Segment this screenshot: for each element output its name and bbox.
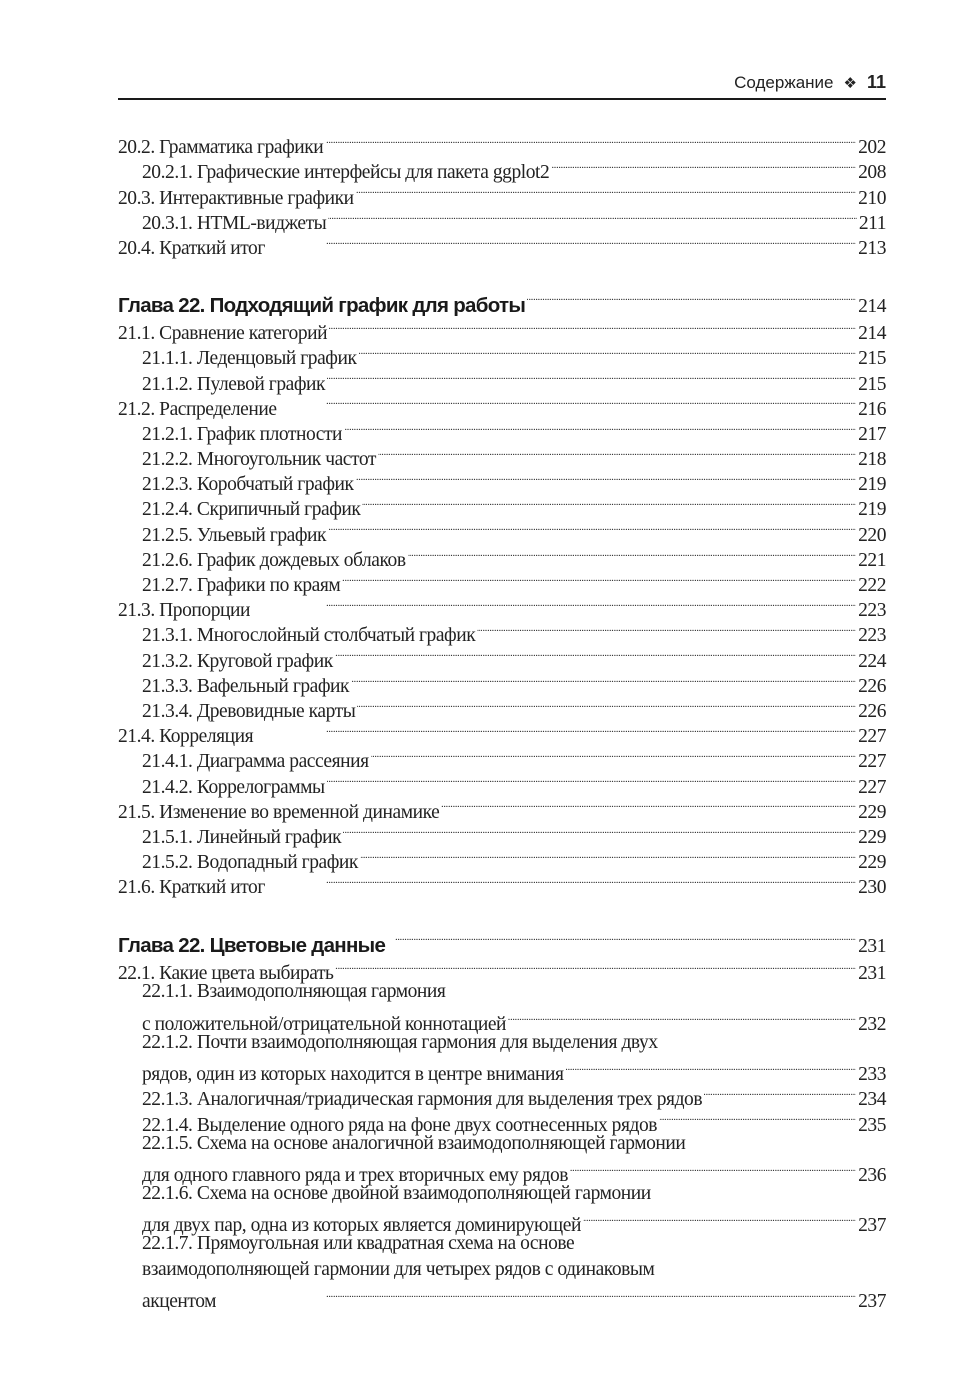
- entry-page: 232: [858, 1013, 886, 1035]
- entry-title: 22.1.7. Прямоугольная или квадратная схема на основе: [142, 1233, 575, 1255]
- entry-page: 229: [858, 826, 886, 848]
- entry-title: 21.3.2. Круговой график: [142, 650, 333, 672]
- entry-page: 234: [858, 1089, 886, 1111]
- entry-title: 22.1.6. Схема на основе двойной взаимодополняющей гармонии: [142, 1182, 651, 1204]
- entry-title: 22.1.3. Аналогичная/триадическая гармония для выделения трех рядов: [142, 1089, 703, 1111]
- entry-page: 226: [858, 700, 886, 722]
- entry-title: 20.3.1. HTML-виджеты: [142, 212, 327, 234]
- entry-title: 21.1.1. Леденцовый график: [142, 348, 357, 370]
- header-right: [734, 72, 886, 93]
- entry-title: для одного главного ряда и трех вторичных ему рядов: [142, 1164, 569, 1186]
- toc-subsection-entry[interactable]: [118, 1131, 886, 1156]
- entry-page: 229: [858, 801, 886, 823]
- toc-section-entry[interactable]: [118, 128, 886, 159]
- leader-dots: [328, 204, 857, 229]
- entry-title: взаимодополняющей гармонии для четырех рядов с одинаковым: [142, 1258, 655, 1280]
- leader-dots: [387, 922, 856, 952]
- entry-page: 227: [858, 751, 886, 773]
- leader-dots: [267, 868, 856, 893]
- leader-dots: [252, 591, 856, 616]
- leader-dots: [357, 692, 856, 717]
- entry-title: 21.4. Корреляция: [118, 726, 254, 748]
- entry-page: 214: [858, 323, 886, 345]
- leader-dots: [378, 440, 856, 465]
- toc-entry-continuation[interactable]: [118, 1206, 886, 1237]
- entry-title: 21.2.5. Ульевый график: [142, 524, 327, 546]
- entry-title: 21.2. Распределение: [118, 398, 277, 420]
- leader-dots: [356, 178, 856, 203]
- entry-page: 231: [858, 963, 886, 985]
- leader-dots: [255, 717, 856, 742]
- leader-dots: [327, 364, 856, 389]
- leader-dots: [570, 1156, 856, 1181]
- leader-dots: [329, 314, 856, 339]
- entry-page: 230: [858, 877, 886, 899]
- entry-title: акцентом: [142, 1290, 217, 1312]
- entry-title: 22.1. Какие цвета выбирать: [118, 963, 334, 985]
- entry-page: 218: [858, 449, 886, 471]
- entry-title: 20.2. Грамматика графики: [118, 137, 324, 159]
- entry-page: 221: [858, 549, 886, 571]
- leader-dots: [335, 954, 856, 979]
- toc-chapter-21[interactable]: [118, 282, 886, 317]
- header-section-title: Содержание: [734, 72, 834, 92]
- entry-title: 22.1.4. Выделение одного ряда на фоне двух соотнесенных рядов: [142, 1114, 658, 1136]
- entry-title: 21.1.2. Пулевой график: [142, 373, 326, 395]
- entry-title: 21.4.1. Диаграмма рассеяния: [142, 751, 369, 773]
- entry-title: 22.1.1. Взаимодополняющая гармония: [142, 981, 446, 1003]
- entry-title: 21.2.7. Графики по краям: [142, 575, 341, 596]
- leader-dots: [328, 515, 856, 540]
- entry-page: 211: [858, 212, 886, 234]
- toc-chapter-22[interactable]: [118, 922, 886, 958]
- entry-title: 21.3. Пропорции: [118, 600, 250, 622]
- leader-dots: [583, 1206, 856, 1231]
- leader-dots: [527, 282, 856, 312]
- toc-subsection-entry[interactable]: [118, 1181, 886, 1206]
- entry-page: 215: [858, 373, 886, 395]
- ornament-icon: ❖: [843, 74, 857, 92]
- entry-title: 21.2.3. Коробчатый график: [142, 474, 354, 496]
- table-of-contents: [118, 128, 886, 1312]
- toc-entry-continuation[interactable]: [118, 1257, 886, 1282]
- entry-page: 220: [858, 524, 886, 546]
- leader-dots: [267, 229, 856, 254]
- chapter-page: 231: [858, 936, 886, 958]
- entry-page: 208: [858, 162, 886, 184]
- entry-title: 22.1.2. Почти взаимодополняющая гармония для выделения двух: [142, 1031, 658, 1053]
- entry-title: 21.3.4. Древовидные карты: [142, 700, 356, 722]
- entry-title: 21.2.1. График плотности: [142, 423, 343, 445]
- page-number: 11: [866, 72, 886, 92]
- entry-title: 22.1.5. Схема на основе аналогичной взаимодополняющей гармонии: [142, 1132, 686, 1154]
- entry-title: 20.3. Интерактивные графики: [118, 187, 354, 209]
- leader-dots: [362, 490, 856, 515]
- toc-block-chapter-20-tail: [118, 128, 886, 259]
- leader-dots: [342, 566, 856, 591]
- entry-page: 223: [858, 600, 886, 622]
- leader-dots: [218, 1282, 856, 1307]
- leader-dots: [704, 1080, 856, 1105]
- leader-dots: [566, 1055, 857, 1080]
- entry-page: 213: [858, 237, 886, 259]
- entry-title: для двух пар, одна из которых является доминирующей: [142, 1215, 581, 1237]
- entry-title: 21.3.3. Вафельный график: [142, 675, 350, 697]
- entry-page: 237: [858, 1290, 886, 1312]
- entry-page: 227: [858, 776, 886, 798]
- entry-title: 20.2.1. Графические интерфейсы для пакета ggplot2: [142, 162, 550, 184]
- entry-page: 227: [858, 726, 886, 748]
- toc-block-chapter-21: [118, 314, 886, 899]
- entry-title: 21.5. Изменение во временной динамике: [118, 801, 440, 823]
- entry-page: 223: [858, 625, 886, 647]
- entry-title: 20.4. Краткий итог: [118, 237, 265, 259]
- entry-page: 217: [858, 423, 886, 445]
- entry-title: 21.3.1. Многослойный столбчатый график: [142, 625, 476, 647]
- leader-dots: [327, 767, 856, 792]
- entry-title: 21.2.2. Многоугольник частот: [142, 449, 376, 471]
- toc-subsection-entry[interactable]: [118, 979, 886, 1004]
- entry-title: 21.2.4. Скрипичный график: [142, 499, 361, 521]
- entry-page: 236: [858, 1164, 886, 1186]
- leader-dots: [325, 128, 856, 153]
- entry-page: 219: [858, 474, 886, 496]
- toc-subsection-entry[interactable]: [118, 1030, 886, 1055]
- leader-dots: [360, 843, 856, 868]
- entry-page: 210: [858, 187, 886, 209]
- entry-title: 21.5.2. Водопадный график: [142, 852, 358, 874]
- leader-dots: [344, 415, 856, 440]
- toc-entry-continuation[interactable]: [118, 1005, 886, 1035]
- entry-title: 21.6. Краткий итог: [118, 877, 265, 899]
- leader-dots: [351, 667, 856, 692]
- entry-title: 21.2.6. График дождевых облаков: [142, 549, 406, 571]
- entry-title: 21.5.1. Линейный график: [142, 826, 342, 848]
- entry-title: 21.4.2. Коррелограммы: [142, 776, 325, 798]
- toc-block-chapter-22: [118, 954, 886, 1312]
- entry-page: 233: [858, 1064, 886, 1086]
- toc-entry-continuation[interactable]: [118, 1282, 886, 1312]
- entry-page: 215: [858, 348, 886, 370]
- entry-page: 202: [858, 137, 886, 159]
- leader-dots: [508, 1005, 856, 1030]
- leader-dots: [659, 1105, 856, 1130]
- entry-title: с положительной/отрицательной коннотацией: [142, 1013, 507, 1035]
- leader-dots: [343, 818, 856, 843]
- entry-title: 21.1. Сравнение категорий: [118, 323, 328, 345]
- toc-entry-continuation[interactable]: [118, 1156, 886, 1186]
- entry-page: 219: [858, 499, 886, 521]
- leader-dots: [441, 793, 856, 818]
- entry-page: 222: [858, 575, 886, 596]
- toc-entry-continuation[interactable]: [118, 1055, 886, 1086]
- leader-dots: [356, 465, 857, 490]
- entry-page: 226: [858, 675, 886, 697]
- entry-page: 224: [858, 650, 886, 672]
- leader-dots: [335, 641, 856, 666]
- entry-page: 237: [858, 1215, 886, 1237]
- toc-subsection-entry[interactable]: [118, 1231, 886, 1256]
- entry-title: рядов, один из которых находится в центре внимания: [142, 1064, 564, 1086]
- running-header: [118, 68, 886, 100]
- leader-dots: [359, 339, 857, 364]
- entry-page: 235: [858, 1114, 886, 1136]
- leader-dots: [408, 541, 856, 566]
- chapter-title: Глава 22. Цветовые данные: [118, 934, 386, 958]
- entry-page: 216: [858, 398, 886, 420]
- entry-page: 229: [858, 852, 886, 874]
- chapter-title: Глава 22. Подходящий график для работы: [118, 293, 526, 317]
- leader-dots: [279, 390, 857, 415]
- leader-dots: [551, 153, 856, 178]
- leader-dots: [477, 616, 856, 641]
- leader-dots: [371, 742, 856, 767]
- chapter-page: 214: [858, 295, 886, 317]
